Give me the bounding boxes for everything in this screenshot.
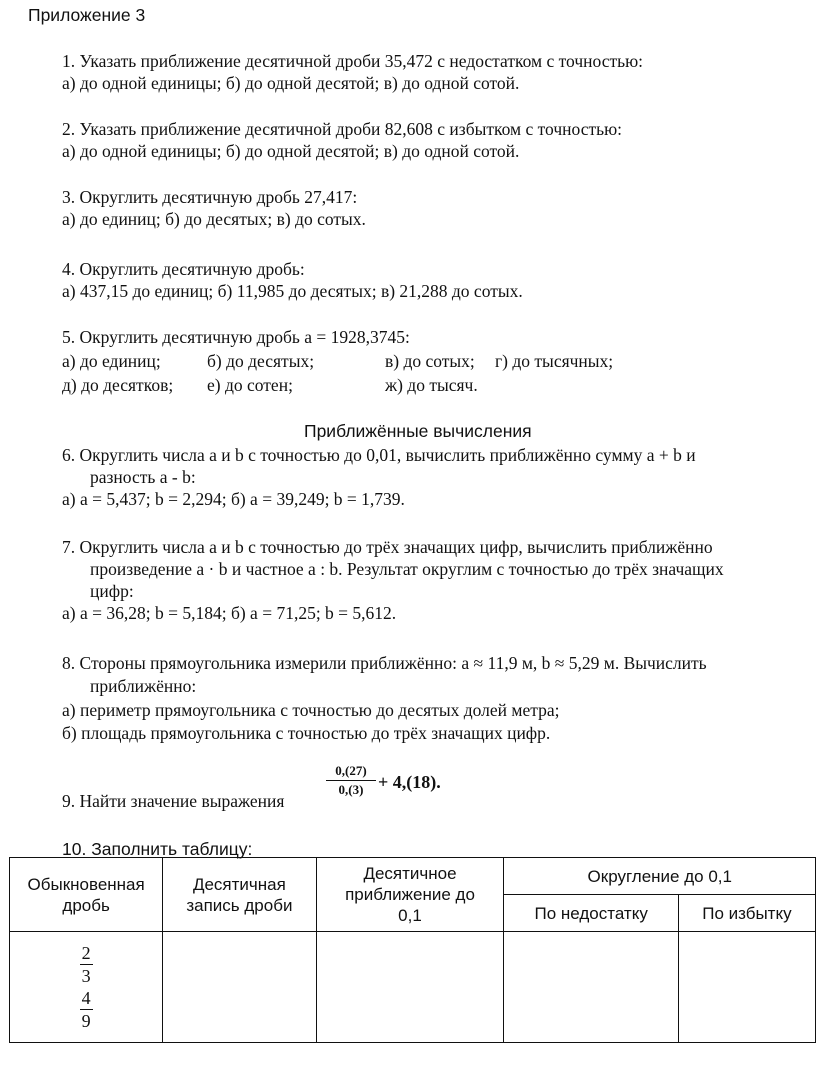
task-7: 7. Округлить числа a и b с точностью до трёх значащих цифр, вычислить приближённо (62, 537, 713, 557)
expr-rest: + 4,(18). (378, 772, 441, 792)
expr-denominator: 0,(3) (338, 782, 364, 797)
task-3: 3. Округлить десятичную дробь 27,417: (62, 187, 358, 207)
cell-approximation[interactable] (316, 932, 504, 1043)
task-6-cont: разность a - b: (90, 467, 196, 487)
task-2-options: а) до одной единицы; б) до одной десятой; в) до одной сотой. (62, 141, 520, 161)
fraction-2-3: $\frac{2}{3}$ (81, 943, 91, 986)
expr-numerator: 0,(27) (335, 763, 367, 778)
cell-rounding-down[interactable] (504, 932, 678, 1043)
header-rounding-down: По недостатку (504, 895, 678, 932)
task-4-options: а) 437,15 до единиц; б) 11,985 до десятых; в) 21,288 до сотых. (62, 281, 523, 301)
appendix-header: Приложение 3 (28, 5, 146, 25)
task-4: 4. Округлить десятичную дробь: (62, 259, 305, 279)
task-5-opt-g: ж) до тысяч. (385, 375, 478, 395)
task-10: 10. Заполнить таблицу: (62, 839, 253, 859)
header-approximation: Десятичное приближение до 0,1 (316, 858, 504, 932)
task-8: 8. Стороны прямоугольника измерили приближённо: a ≈ 11,9 м, b ≈ 5,29 м. Вычислить (62, 653, 707, 673)
task-7-cont: произведение a · b и частное a : b. Результат округлим с точностью до трёх значащих (90, 559, 724, 579)
task-5-opt-a: а) до единиц; (62, 351, 161, 371)
task-6-options: а) a = 5,437; b = 2,294; б) a = 39,249; b = 1,739. (62, 489, 405, 509)
task-6: 6. Округлить числа a и b с точностью до 0,01, вычислить приближённо сумму a + b и (62, 445, 696, 465)
task-5-opt-e: д) до десятков; (62, 375, 174, 395)
cell-fractions (10, 932, 163, 1043)
task-5: 5. Округлить десятичную дробь а = 1928,3745: (62, 327, 410, 347)
header-rounding: Округление до 0,1 (504, 858, 816, 895)
task-1-options: а) до одной единицы; б) до одной десятой; в) до одной сотой. (62, 73, 520, 93)
task-9: 9. Найти значение выражения (62, 791, 285, 811)
cell-rounding-up[interactable] (678, 932, 815, 1043)
header-fraction: Обыкновенная дробь (10, 858, 163, 932)
section-title: Приближённые вычисления (304, 421, 532, 441)
task-7-options: а) a = 36,28; b = 5,184; б) a = 71,25; b = 5,612. (62, 603, 397, 623)
task-3-options: а) до единиц; б) до десятых; в) до сотых. (62, 209, 366, 229)
task-5-opt-c: в) до сотых; (385, 351, 475, 371)
task-8-cont: приближённо: (90, 676, 197, 696)
header-rounding-up: По избытку (678, 895, 815, 932)
cell-decimal[interactable] (163, 932, 316, 1043)
task-5-opt-b: б) до десятых; (207, 351, 315, 371)
task-8-option-a: а) периметр прямоугольника с точностью до десятых долей метра; (62, 700, 560, 720)
task-1: 1. Указать приближение десятичной дроби 35,472 с недостатком с точностью: (62, 51, 644, 71)
task-7-cont2: цифр: (90, 581, 134, 601)
fraction-4-9: $\frac{4}{9}$ (81, 988, 91, 1031)
math-expression (326, 764, 466, 804)
fill-table (9, 857, 816, 1043)
task-5-opt-f: е) до сотен; (207, 375, 293, 395)
task-5-opt-d: г) до тысячных; (495, 351, 614, 371)
task-2: 2. Указать приближение десятичной дроби 82,608 с избытком с точностью: (62, 119, 623, 139)
header-decimal: Десятичная запись дроби (163, 858, 316, 932)
task-8-option-b: б) площадь прямоугольника с точностью до трёх значащих цифр. (62, 723, 551, 743)
